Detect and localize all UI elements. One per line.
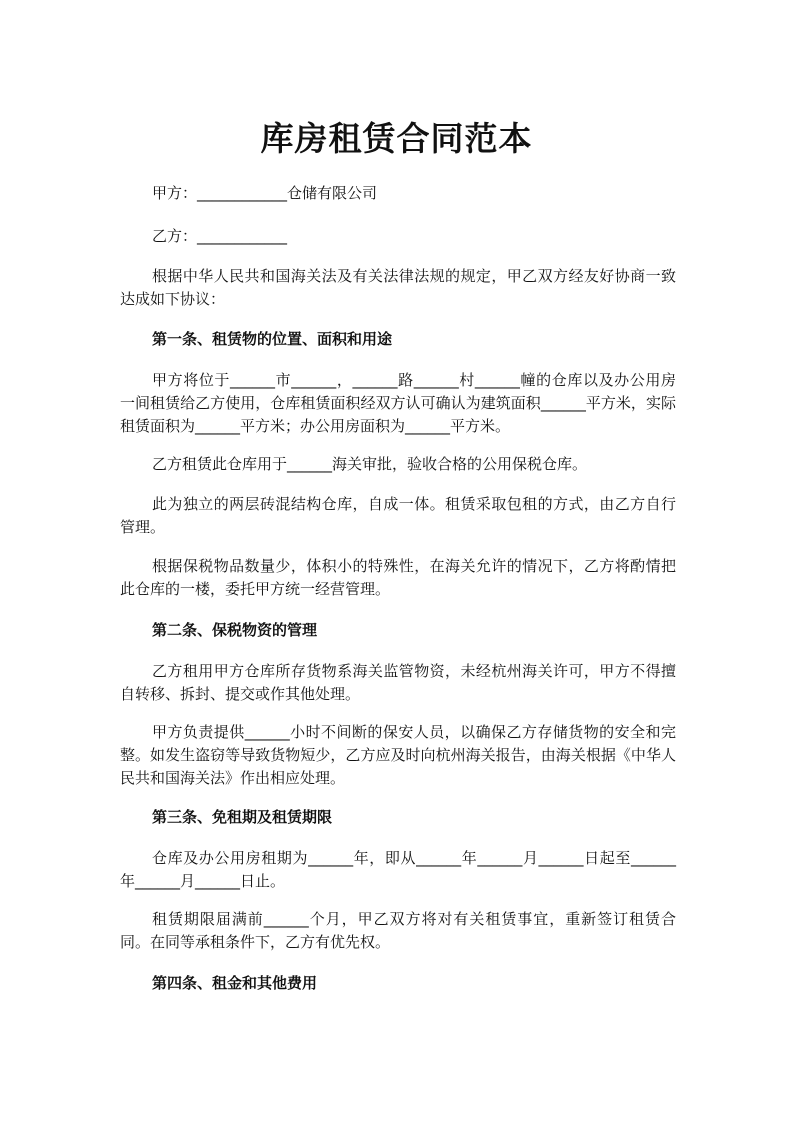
section3-paragraph-2: 租赁期限届满前______个月，甲乙双方将对有关租赁事宜，重新签订租赁合同。在同等承租条件下，乙方有优先权。 [120,910,676,951]
section1-paragraph-1: 甲方将位于______市______，______路______村______幢的仓库以及办公用房一间租赁给乙方使用，仓库租赁面积经双方认可确认为建筑面积______平方米，实际租赁面积为______平方米；办公用房面积为______平方米。 [120,371,676,435]
section2-paragraph-1: 乙方租用甲方仓库所存货物系海关监管物资，未经杭州海关许可，甲方不得擅自转移、拆封、提交或作其他处理。 [120,662,676,703]
section-heading-4: 第四条、租金和其他费用 [152,974,318,992]
section2-paragraph-2: 甲方负责提供______小时不间断的保安人员，以确保乙方存储货物的安全和完整。如发生盗窃等导致货物短少，乙方应及时向杭州海关报告，由海关根据《中华人民共和国海关法》作出相应处理。 [120,723,676,787]
intro-paragraph: 根据中华人民共和国海关法及有关法律法规的规定，甲乙双方经友好协商一致达成如下协议： [120,267,676,308]
section1-paragraph-4: 根据保税物品数量少，体积小的特殊性，在海关允许的情况下，乙方将酌情把此仓库的一楼，委托甲方统一经营管理。 [120,557,676,598]
section-heading-1: 第一条、租赁物的位置、面积和用途 [152,330,393,348]
section-heading-3: 第三条、免租期及租赁期限 [152,808,333,826]
section1-paragraph-3: 此为独立的两层砖混结构仓库，自成一体。租赁采取包租的方式，由乙方自行管理。 [120,495,676,536]
page-title: 库房租赁合同范本 [260,119,533,158]
party-b-line: 乙方：____________ [152,227,288,245]
section-heading-2: 第二条、保税物资的管理 [152,621,318,639]
section3-paragraph-1: 仓库及办公用房租期为______年，即从______年______月______日起至______年______月______日止。 [120,849,676,890]
party-a-line: 甲方：____________仓储有限公司 [152,184,378,202]
section1-paragraph-2: 乙方租赁此仓库用于______海关审批，验收合格的公用保税仓库。 [152,455,588,473]
